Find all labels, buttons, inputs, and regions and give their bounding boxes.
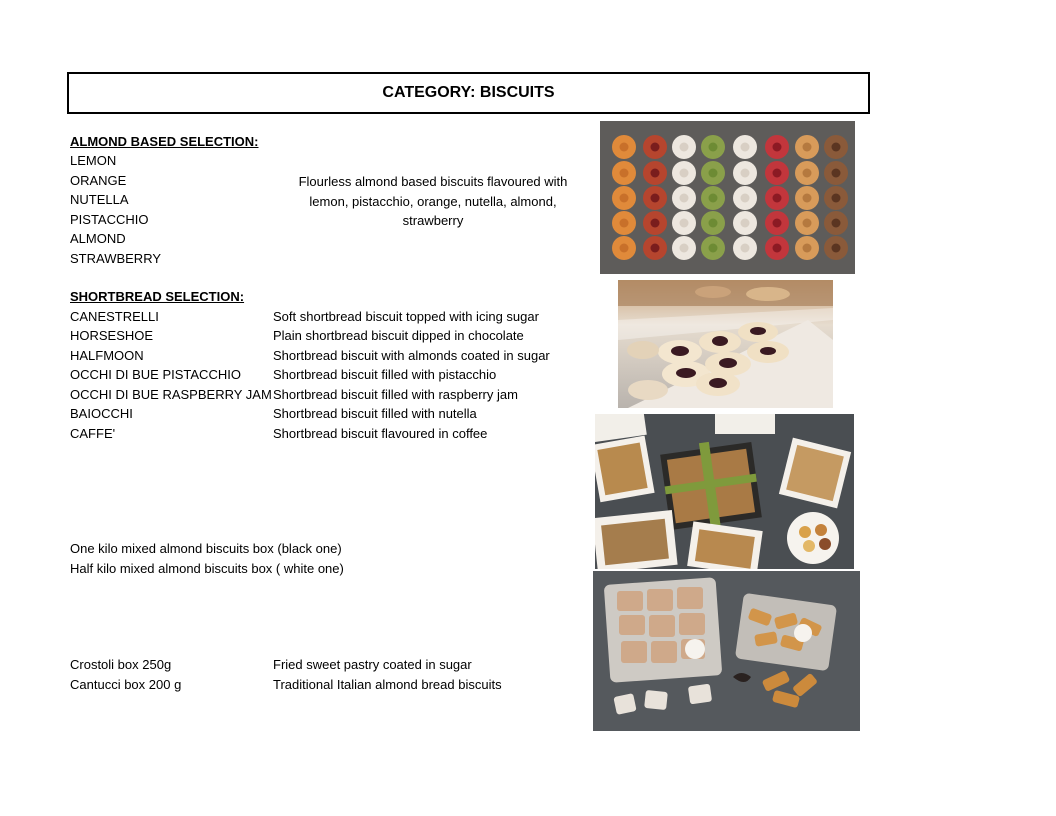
other-item-name: Cantucci box 200 g bbox=[70, 676, 182, 692]
almond-description: Flourless almond based biscuits flavoured with lemon, pistacchio, orange, nutella, almond, strawberry bbox=[298, 174, 568, 228]
almond-item: PISTACCHIO bbox=[70, 211, 149, 227]
category-title: CATEGORY: BISCUITS bbox=[382, 84, 555, 101]
shortbread-item-desc: Shortbread biscuit filled with pistacchio bbox=[273, 367, 497, 382]
shortbread-item-name: CAFFE' bbox=[70, 425, 116, 441]
shortbread-item-desc: Shortbread biscuit flavoured in coffee bbox=[273, 425, 488, 441]
other-item-name: Crostoli box 250g bbox=[70, 657, 172, 672]
almond-item: NUTELLA bbox=[70, 192, 129, 207]
shortbread-item-name: HORSESHOE bbox=[70, 328, 154, 343]
shortbread-item-desc: Shortbread biscuit filled with raspberry jam bbox=[273, 386, 518, 402]
almond-biscuits-photo bbox=[600, 121, 855, 274]
shortbread-item-desc: Soft shortbread biscuit topped with icing sugar bbox=[273, 308, 539, 324]
almond-item: ORANGE bbox=[70, 172, 127, 188]
shortbread-item-name: OCCHI DI BUE RASPBERRY JAM bbox=[70, 386, 272, 402]
shortbread-item-desc: Plain shortbread biscuit dipped in chocolate bbox=[273, 328, 524, 343]
other-item-desc: Fried sweet pastry coated in sugar bbox=[273, 657, 472, 672]
shortbread-item-name: CANESTRELLI bbox=[70, 308, 159, 324]
shortbread-display-image bbox=[618, 280, 833, 408]
box-item: One kilo mixed almond biscuits box (black one) bbox=[70, 541, 342, 556]
shortbread-heading: SHORTBREAD SELECTION: bbox=[70, 289, 245, 304]
category-title-box bbox=[67, 72, 870, 114]
almond-heading: ALMOND BASED SELECTION: bbox=[70, 134, 259, 149]
shortbread-item-name: BAIOCCHI bbox=[70, 406, 133, 421]
crostoli-cantucci-photo bbox=[593, 571, 860, 731]
shortbread-item-name: OCCHI DI BUE PISTACCHIO bbox=[70, 367, 241, 382]
other-item-desc: Traditional Italian almond bread biscuits bbox=[273, 676, 502, 692]
crostoli-cantucci-image bbox=[593, 571, 860, 731]
gift-boxes-photo bbox=[595, 414, 854, 569]
almond-item: ALMOND bbox=[70, 231, 126, 246]
almond-biscuits-image bbox=[600, 121, 855, 274]
almond-item: LEMON bbox=[70, 153, 117, 168]
shortbread-item-desc: Shortbread biscuit filled with nutella bbox=[273, 406, 477, 421]
gift-boxes-image bbox=[595, 414, 854, 569]
box-item: Half kilo mixed almond biscuits box ( white one) bbox=[70, 560, 344, 576]
shortbread-display-photo bbox=[618, 280, 833, 408]
almond-item: STRAWBERRY bbox=[70, 250, 162, 266]
shortbread-item-desc: Shortbread biscuit with almonds coated in sugar bbox=[273, 347, 550, 363]
shortbread-item-name: HALFMOON bbox=[70, 347, 144, 363]
